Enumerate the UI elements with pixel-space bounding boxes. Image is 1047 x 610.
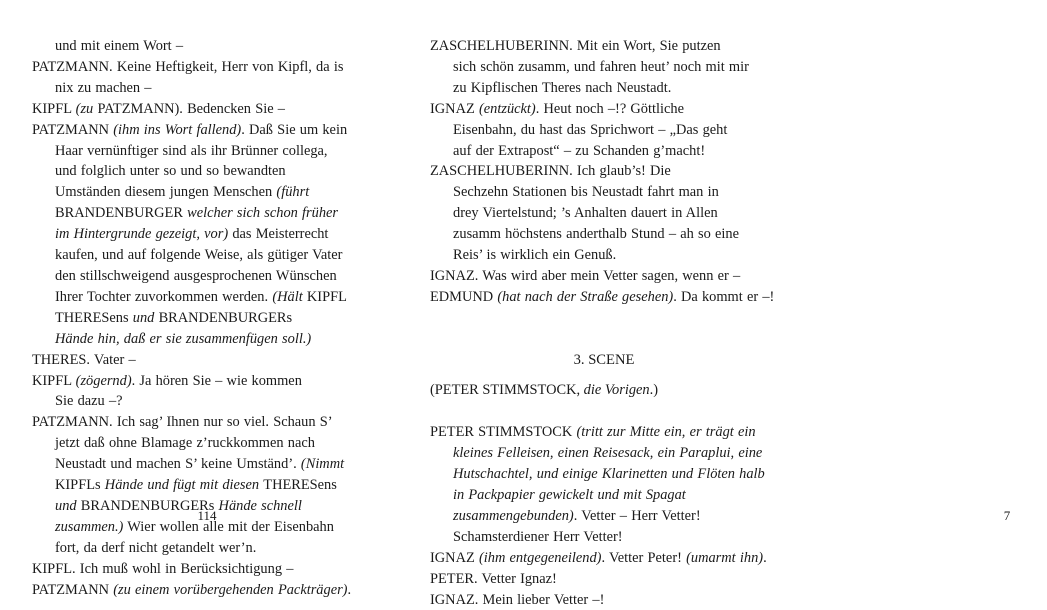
dialogue-text: zu Kipflischen Theres nach Neustadt.	[453, 79, 672, 96]
speech-line	[430, 36, 778, 57]
stage-direction-text: (zu einem vorübergehenden Packträger)	[113, 581, 348, 598]
text-line-continuation	[430, 182, 778, 203]
left-page	[0, 0, 400, 598]
dialogue-text: Haar vernünftiger sind als ihr Brünner collega,	[55, 142, 328, 159]
dialogue-text: PATZMANN. Ich sag’ Ihnen nur so viel. Schaun S’	[32, 414, 333, 431]
text-line-continuation	[430, 527, 778, 548]
dialogue-text: IGNAZ. Was wird aber mein Vetter sagen, wenn er –	[430, 267, 741, 284]
text-line-continuation	[32, 433, 378, 454]
text-line-continuation	[32, 182, 378, 203]
dialogue-text: PETER. Vetter Ignaz!	[430, 570, 557, 587]
speech-line	[430, 266, 778, 287]
stage-direction-text: Hände schnell	[218, 497, 302, 514]
speech-line	[430, 422, 778, 443]
character-name-in-direction: THERES	[263, 477, 318, 494]
dialogue-text: . Vetter Peter!	[601, 549, 687, 566]
dialogue-text: sich schön zusamm, und fahren heut’ noch mit mir	[453, 58, 749, 75]
character-name-in-direction: KIPFL	[306, 288, 347, 305]
dialogue-text: Neustadt und machen S’ keine Umständ’.	[55, 456, 301, 473]
dialogue-text: und mit einem Wort –	[55, 38, 184, 54]
dialogue-text: kaufen, und auf folgende Weise, als gütiger Vater	[55, 247, 343, 264]
text-line-continuation	[430, 78, 778, 99]
character-name-in-direction: KIPFL	[55, 477, 95, 494]
text-line-continuation	[430, 57, 778, 78]
dialogue-text: nix zu machen –	[55, 79, 152, 96]
speech-line	[32, 412, 378, 433]
dialogue-text: .	[347, 581, 352, 598]
dialogue-text: IGNAZ	[430, 549, 479, 566]
dialogue-text: drey Viertelstund; ’s Anhalten dauert in Allen	[453, 205, 718, 222]
text-line-continuation	[32, 78, 378, 99]
stage-direction-text: Hände und fügt mit diesen	[104, 477, 264, 494]
dialogue-text: PATZMANN. Keine Heftigkeit, Herr von Kipfl, da is	[32, 58, 344, 75]
dialogue-text: . Ja hören Sie – wie kommen	[131, 372, 302, 389]
dialogue-text: Sechzehn Stationen bis Neustadt fahrt man in	[453, 184, 719, 201]
text-line-continuation	[430, 464, 778, 485]
dialogue-text: THERES. Vater –	[32, 351, 136, 368]
dialogue-text: das Meisterrecht	[228, 226, 329, 243]
speech-line	[430, 569, 778, 590]
speech-line	[430, 590, 778, 610]
stage-direction-text: (hat nach der Straße gesehen)	[497, 288, 674, 305]
text-line-continuation	[32, 224, 378, 245]
scene-heading: 3. SCENE	[573, 351, 635, 368]
right-page-text-after-scene	[430, 422, 778, 610]
dialogue-text: jetzt daß ohne Blamage z’ruckkommen nach	[55, 435, 315, 452]
stage-direction-text: (ihm ins Wort fallend)	[113, 121, 242, 138]
speech-line	[32, 580, 378, 601]
scene-cast-close: .)	[649, 382, 659, 399]
dialogue-text: Eisenbahn, du hast das Sprichwort – „Das geht	[453, 121, 728, 138]
character-name-in-direction: BRANDENBURGER	[55, 205, 188, 222]
text-line-continuation	[32, 203, 378, 224]
dialogue-text: den stillschweigend ausgesprochenen Wünschen	[55, 267, 337, 284]
dialogue-text: PATZMANN	[32, 121, 114, 138]
stage-direction-text: (tritt zur Mitte ein, er trägt ein	[576, 424, 756, 441]
dialogue-text: KIPFL	[32, 372, 76, 389]
text-line-continuation	[32, 454, 378, 475]
stage-direction-text: Hutschachtel, und einige Klarinetten und Flöten halb	[453, 466, 765, 483]
scene-cast-others: die Vorigen	[583, 382, 650, 399]
stage-direction-text: kleines Felleisen, einen Reisesack, ein Paraplui, eine	[453, 445, 763, 462]
dialogue-text: ZASCHELHUBERINN. Ich glaub’s! Die	[430, 163, 671, 180]
character-name-in-direction: PATZMANN)	[97, 100, 180, 117]
stage-direction-text: in Packpapier gewickelt und mit Spagat	[453, 487, 686, 503]
dialogue-text: KIPFL. Ich muß wohl in Berücksichtigung –	[32, 560, 294, 577]
text-line-continuation	[32, 538, 378, 559]
text-line-continuation	[32, 287, 378, 308]
dialogue-text: . Da kommt er –!	[673, 288, 775, 305]
stage-direction-text: und	[55, 497, 81, 514]
dialogue-text: Reis’ is wirklich ein Genuß.	[453, 247, 617, 264]
stage-direction-text: (führt	[276, 184, 310, 201]
dialogue-text: s	[94, 477, 105, 494]
stage-direction-text: (Hält	[272, 288, 307, 305]
right-page	[400, 0, 1011, 608]
speech-line	[32, 350, 378, 371]
dialogue-text: KIPFL	[32, 100, 76, 117]
speech-line	[430, 161, 778, 182]
text-line-continuation	[32, 245, 378, 266]
dialogue-text: PATZMANN	[32, 581, 114, 598]
dialogue-text: . Daß Sie um kein	[241, 121, 348, 138]
dialogue-text: s	[208, 497, 219, 514]
text-line-continuation	[32, 161, 378, 182]
speech-line	[430, 287, 778, 308]
speech-line	[430, 548, 778, 569]
speech-line	[32, 559, 378, 580]
dialogue-text: fort, da derf nicht getandelt wer’n.	[55, 539, 257, 556]
stage-direction-text: (zu	[75, 100, 98, 117]
character-name-in-direction: BRANDENBURGER	[158, 309, 287, 326]
text-line-continuation	[32, 36, 378, 57]
scene-cast-open: (	[430, 382, 435, 399]
dialogue-text: .	[763, 549, 767, 566]
text-line-continuation	[32, 308, 378, 329]
text-line-continuation	[32, 266, 378, 287]
character-name-in-direction: BRANDENBURGER	[80, 497, 209, 514]
right-page-text-before-scene	[430, 36, 778, 308]
character-name-in-direction: THERES	[55, 309, 110, 326]
dialogue-text: Schamsterdiener Herr Vetter!	[453, 528, 623, 545]
scene-cast-sep: ,	[576, 382, 584, 399]
speech-line	[32, 99, 378, 120]
dialogue-text: zusamm höchstens anderthalb Stund – ah so eine	[453, 226, 739, 243]
text-line-continuation	[430, 224, 778, 245]
stage-direction-text: zusammen.)	[55, 518, 124, 535]
dialogue-text: auf der Extrapost“ – zu Schanden g’macht!	[453, 142, 706, 159]
stage-direction-text: (ihm entgegeneilend)	[478, 549, 602, 566]
text-line-continuation	[32, 141, 378, 162]
dialogue-text: ens	[109, 309, 133, 326]
dialogue-text: Sie dazu –?	[55, 393, 123, 410]
dialogue-text: EDMUND	[430, 288, 498, 305]
speech-line	[430, 99, 778, 120]
speech-line	[32, 371, 378, 392]
dialogue-text: . Bedencken Sie –	[179, 100, 285, 117]
text-line-continuation	[430, 203, 778, 224]
dialogue-text: PETER STIMMSTOCK	[430, 424, 577, 441]
stage-direction-text: und	[132, 309, 159, 326]
scene-spacer-mid	[430, 370, 778, 380]
scene-cast-name: PETER STIMMSTOCK	[434, 382, 577, 399]
dialogue-text: Wier wollen alle mit der Eisenbahn	[123, 518, 334, 535]
scene-cast-list	[430, 380, 778, 401]
scene-spacer-below	[430, 401, 778, 422]
text-line-continuation	[32, 475, 378, 496]
dialogue-text: . Vetter – Herr Vetter!	[573, 507, 701, 524]
stage-direction-text: (zögernd)	[75, 372, 132, 389]
dialogue-text: IGNAZ. Mein lieber Vetter –!	[430, 591, 605, 608]
text-line-continuation	[430, 120, 778, 141]
dialogue-text: Ihrer Tochter zuvorkommen werden.	[55, 288, 273, 305]
dialogue-text: ens	[317, 477, 337, 494]
speech-line	[32, 120, 378, 141]
scene-spacer-above	[430, 308, 778, 350]
text-line-continuation	[430, 506, 778, 527]
stage-direction-text: (Nimmt	[300, 456, 345, 473]
dialogue-text: Umständen diesem jungen Menschen	[55, 184, 277, 201]
stage-direction-text: welcher sich schon früher	[187, 205, 339, 222]
dialogue-text: IGNAZ	[430, 100, 479, 117]
text-line-continuation	[430, 443, 778, 464]
stage-direction-text: (umarmt ihn)	[686, 549, 764, 566]
stage-direction-text: im Hintergrunde gezeigt, vor)	[55, 226, 229, 243]
stage-direction-text: zusammengebunden)	[453, 507, 574, 524]
dialogue-text: ZASCHELHUBERINN. Mit ein Wort, Sie putzen	[430, 38, 721, 54]
stage-direction-text: Hände hin, daß er sie zusammenfügen soll.)	[55, 330, 312, 347]
dialogue-text: . Heut noch –!? Göttliche	[535, 100, 684, 117]
page-number-right: 7	[1003, 508, 1011, 523]
text-line-continuation	[32, 329, 378, 350]
dialogue-text: und folglich unter so und so bewandten	[55, 163, 286, 180]
stage-direction-text: (entzückt)	[478, 100, 536, 117]
page-number-left: 114	[197, 508, 217, 523]
speech-line	[32, 57, 378, 78]
text-line-continuation	[430, 141, 778, 162]
text-line-continuation	[430, 245, 778, 266]
text-line-continuation	[430, 485, 778, 506]
text-line-continuation	[32, 391, 378, 412]
dialogue-text: s	[286, 309, 293, 326]
